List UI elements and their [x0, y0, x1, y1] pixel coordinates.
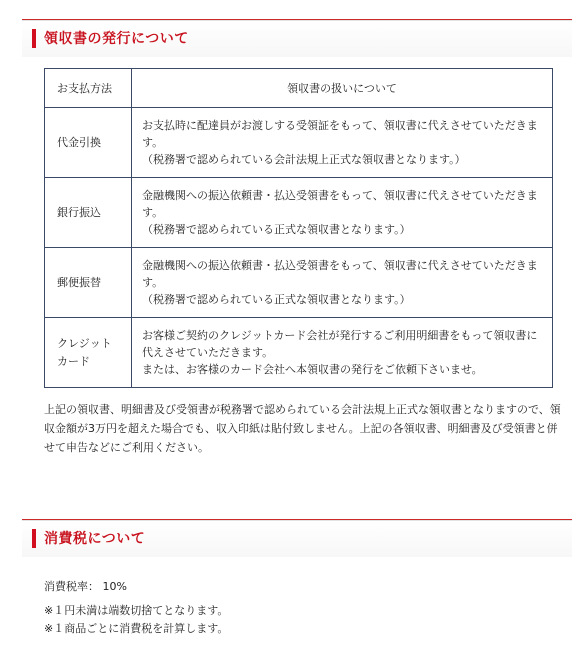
header-rule	[22, 19, 572, 20]
header-accent-bar	[32, 29, 36, 48]
desc-text: お客様ご契約のクレジットカード会社が発行するご利用明細書をもって領収書に代えさせていただきます。	[142, 329, 538, 359]
header-rule	[22, 519, 572, 520]
table-header-row	[45, 69, 553, 108]
receipt-note: 上記の領収書、明細書及び受領書が税務署で認められている会計法規上正式な領収書となりますので、領収金額が3万円を超えた場合でも、収入印紙は貼付致しません。上記の各領収書、明細書及び受領書と併せて申告などにご利用ください。	[44, 403, 561, 454]
tax-rate: 消費税率： 10%	[44, 580, 127, 593]
desc-text: お支払時に配達員がお渡しする受領証をもって、領収書に代えさせていただきます。	[142, 119, 538, 149]
desc-note: （税務署で認められている正式な領収書となります。）	[142, 293, 411, 306]
header-accent-bar	[32, 529, 36, 548]
table-row	[45, 178, 553, 248]
tax-section-title: 消費税について	[44, 531, 146, 547]
desc-note: （税務署で認められている正式な領収書となります。）	[142, 223, 411, 236]
desc-text: 金融機関への振込依頼書・払込受領書をもって、領収書に代えさせていただきます。	[142, 189, 538, 219]
desc-credit-card	[132, 318, 553, 388]
table-row	[45, 108, 553, 178]
header-payment-method: お支払方法	[45, 69, 132, 108]
tax-note-rounding: ※１円未満は端数切捨てとなります。	[44, 604, 229, 617]
method-postal-transfer: 郵便振替	[45, 248, 132, 318]
desc-postal-transfer	[132, 248, 553, 318]
table-row	[45, 318, 553, 388]
desc-note: （税務署で認められている会計法規上正式な領収書となります。）	[142, 153, 466, 166]
tax-note-per-item: ※１商品ごとに消費税を計算します。	[44, 622, 229, 635]
table-row	[45, 248, 553, 318]
method-bank-transfer: 銀行振込	[45, 178, 132, 248]
method-credit-card	[45, 318, 132, 388]
desc-text: 金融機関への振込依頼書・払込受領書をもって、領収書に代えさせていただきます。	[142, 259, 538, 289]
receipt-section-header	[22, 20, 572, 57]
receipt-table	[44, 68, 553, 388]
desc-bank-transfer	[132, 178, 553, 248]
method-cod: 代金引換	[45, 108, 132, 178]
header-receipt-handling: 領収書の扱いについて	[132, 69, 553, 108]
desc-cod	[132, 108, 553, 178]
receipt-section-title: 領収書の発行について	[44, 31, 189, 47]
desc-note: または、お客様のカード会社へ本領収書の発行をご依頼下さいませ。	[142, 363, 483, 376]
tax-section-header	[22, 520, 572, 557]
method-credit-card-label: クレジットカード	[57, 336, 112, 368]
